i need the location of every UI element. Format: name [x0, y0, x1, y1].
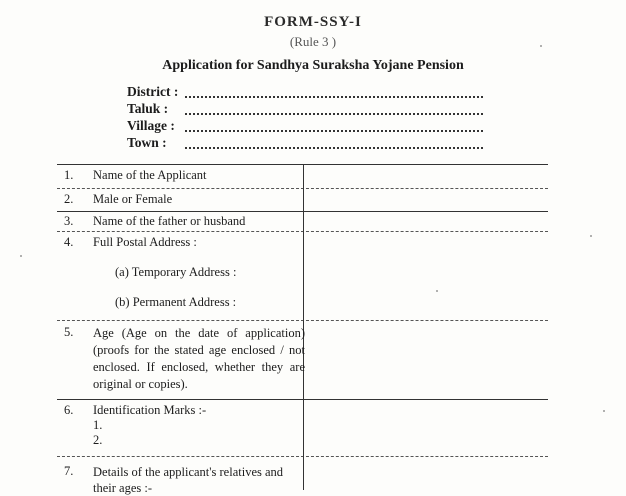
permanent-address-label: (b) Permanent Address : — [115, 295, 237, 309]
item-label-age: Age (Age on the date of application) (proofs for the stated age enclosed / not enclosed. If enclosed, whether they are original or copies). — [93, 326, 305, 391]
item-number: 1. — [64, 168, 74, 182]
village-field[interactable] — [185, 130, 483, 132]
temporary-address-field[interactable] — [310, 260, 545, 280]
scan-speck — [436, 290, 438, 292]
item-label-relatives: Details of the applicant's relatives and their ages :- — [93, 465, 284, 495]
temporary-address-label: (a) Temporary Address : — [115, 265, 237, 279]
form-number: FORM-SSY-I — [264, 14, 362, 30]
form-title: Application for Sandhya Suraksha Yojane Pension — [162, 58, 464, 73]
relatives-field[interactable] — [310, 462, 545, 488]
identification-mark-2: 2. — [93, 433, 103, 447]
scan-speck — [603, 410, 605, 412]
item-number: 3. — [64, 214, 74, 228]
item-number: 4. — [64, 235, 74, 249]
taluk-label: Taluk : — [127, 101, 169, 116]
item-label-applicant-name: Name of the Applicant — [93, 168, 207, 182]
item-label-gender: Male or Female — [93, 192, 173, 206]
district-field[interactable] — [185, 96, 483, 98]
taluk-field[interactable] — [185, 113, 483, 115]
town-label: Town : — [127, 135, 167, 150]
scan-speck — [590, 235, 592, 237]
item-label-father-husband: Name of the father or husband — [93, 214, 246, 228]
district-label: District : — [127, 84, 179, 99]
scan-speck — [20, 255, 22, 257]
item-number: 2. — [64, 192, 74, 206]
identification-marks-field[interactable] — [310, 403, 545, 451]
village-label: Village : — [127, 118, 175, 133]
applicant-name-field[interactable] — [310, 168, 545, 186]
age-field[interactable] — [310, 325, 545, 395]
scan-speck — [540, 45, 542, 47]
item-label-postal-address: Full Postal Address : — [93, 235, 197, 249]
item-number: 5. — [64, 325, 74, 339]
gender-field[interactable] — [310, 192, 545, 209]
permanent-address-field[interactable] — [310, 290, 545, 310]
father-husband-field[interactable] — [310, 214, 545, 230]
identification-mark-1: 1. — [93, 418, 103, 432]
town-field[interactable] — [185, 147, 483, 149]
item-label-identification-marks: Identification Marks :- — [93, 403, 207, 417]
rule-reference: (Rule 3 ) — [289, 34, 337, 49]
item-number: 6. — [64, 403, 74, 417]
item-number: 7. — [64, 464, 74, 478]
